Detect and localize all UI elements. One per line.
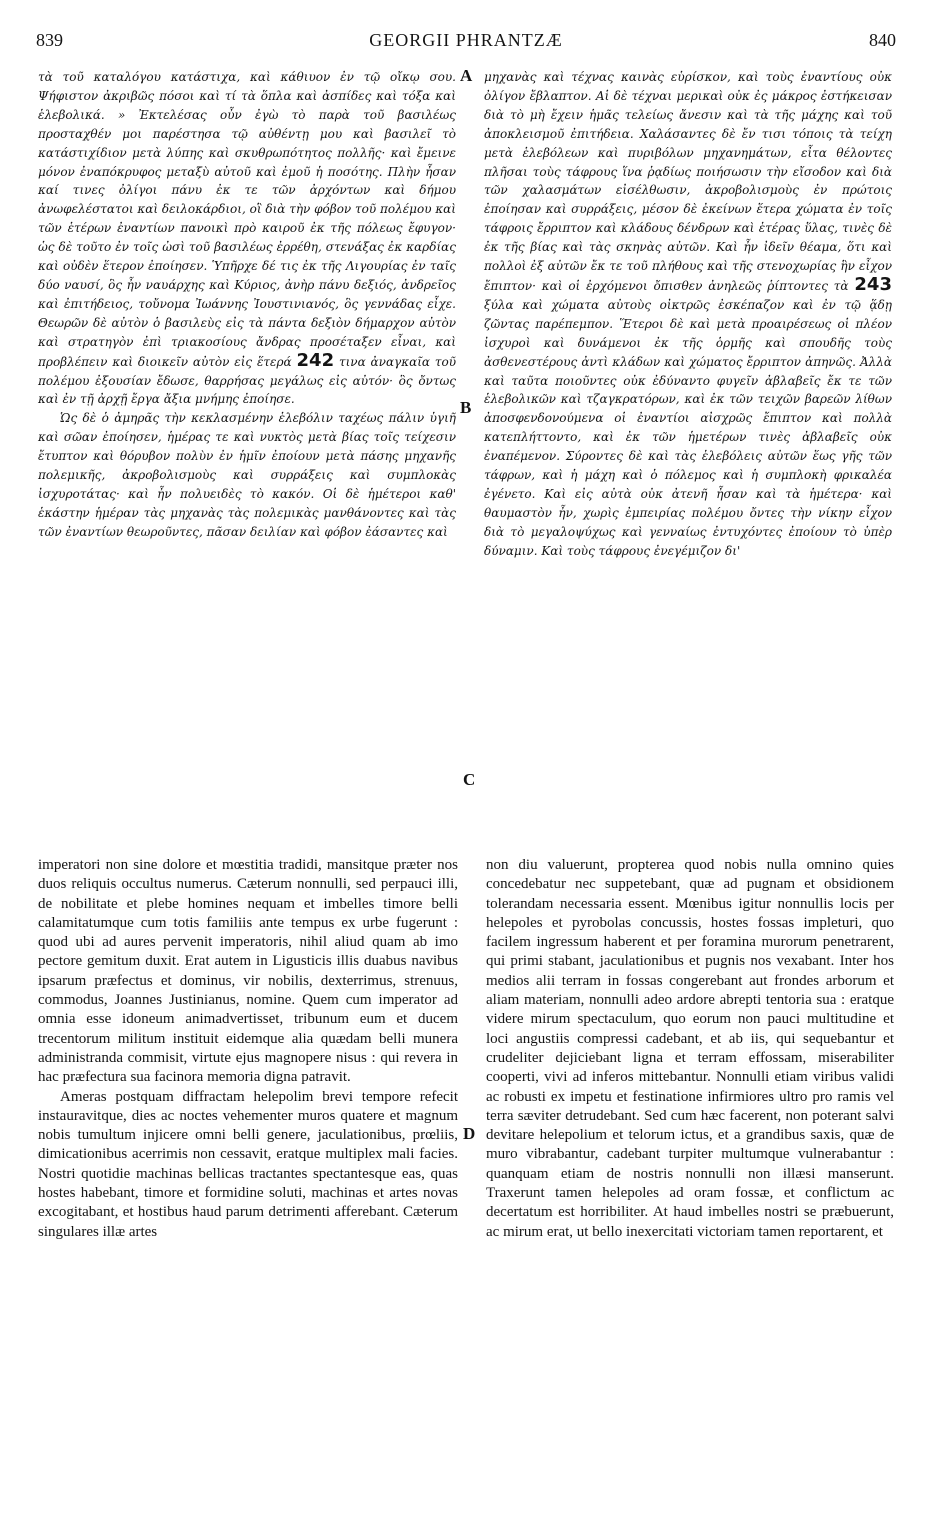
greek-left-paragraph-2: Ὡς δὲ ὁ ἀμηρᾶς τὴν κεκλασμένην ἑλεβόλιν ταχέως πάλιν ὑγιῆ καὶ σῶαν ἐποίησεν, ἡμέρας τε καὶ νυκτὸς μετὰ βίας τοῖς τείχεσιν ἔτυπτον καὶ θόρυβον πολὺν ἐν ἡμῖν ἐποίουν μετὰ πάσης μηχανῆς πολεμικῆς, ἀκροβολισμοὺς καὶ συρράξεις καὶ συμπλοκὰς ἰσχυροτάτας· καὶ ἦν πολυειδὲς τὸ κακόν. Οἱ δὲ ἡμέτεροι καθ' ἑκάστην ἡμέραν τὰς μηχανὰς τὰς πολεμικὰς μανθάνοντες καὶ τὰς τῶν ἐναντίων θεωροῦντες, πᾶσαν δειλίαν καὶ φόβον ἐάσαντες καὶ	[38, 411, 456, 539]
latin-left-paragraph-1: imperatori non sine dolore et mœstitia tradidi, mansitque præter nos duos reliquis occultus numerus. Cæterum nonnulli, sed perpauci illi, de nobilitate et plebe homines nequam et imbelles timore belli calamitatumque cum totis familiis ante tempus ex urbe fugerunt : quod ubi ad aures pervenit imperatoris, nihil aliud quam ab imo pectore gemitum duxit. Erat autem in Ligusticis illis duabus navibus ipsarum præfectus et dominus, vir nobilis, dexterrimus, strenuus, commodus, Joannes Justinianus, nomine. Quem cum imperator ad omnia esse idoneum animadvertisset, tribunum eum et ducem trecentorum militum instituit eidemque alia quædam belli munera administranda commisit, virtute ejus magnopere nisus : qui revera in hac præfectura sua facinora memoria digna patravit.	[38, 857, 458, 1086]
margin-letter-b: B	[460, 398, 472, 417]
greek-column-right	[484, 68, 892, 561]
page-number-left: 839	[36, 30, 63, 50]
greek-right-paragraph-1: μηχανὰς καὶ τέχνας καινὰς εὑρίσκον, καὶ τοὺς ἐναντίους οὐκ ὀλίγον ἔβλαπτον. Αἱ δὲ τέχναι μερικαὶ οὐκ ἐς μάκρος ἐστήκεισαν διὰ τὸ μὴ ἔχειν ἡμᾶς τελείως ἄνεσιν καὶ τὰ τῆς μάχης καὶ τοῦ ἀποκλεισμοῦ ἐπιτήδεια. Χαλάσαντες δὲ ἔν τισι τόποις τὰ τείχη μετὰ ἑλεβόλεων καὶ πυριβόλων μηχανημάτων, εἶτα θέλοντες πλῆσαι τοὺς τάφρους ἵνα ῥᾳδίως ποιήσωσιν τὴν εἴσοδον καὶ διὰ τῶν χαλασμάτων εἰσέλθωσιν, ἀκροβολισμοὺς ἐν πρώτοις ἐποίησαν καὶ συρράξεις, μέσον δὲ ἐκείνων ἕτερα χώματα ἐν τοῖς τάφροις ἔρριπτον καὶ κλάδους δένδρων καὶ ἑτέρας ὕλας, τινὲς δὲ ἐκ τῆς βίας καὶ τὰς σκηνὰς αὐτῶν. Καὶ ἦν ἰδεῖν θέαμα, ὅτι καὶ πολλοὶ ἐξ αὐτῶν ἔκ τε τοῦ πλήθους καὶ τῆς στενοχωρίας ἣν εἶχον ἔπιπτον· καὶ οἱ ἐρχόμενοι ὄπισθεν ἀνηλεῶς ῥίπτοντες τὰ	[484, 70, 892, 293]
running-header	[36, 30, 896, 60]
latin-left-paragraph-2: Ameras postquam diffractam helepolim brevi tempore refecit instauravitque, dies ac noctes vehementer muros quatere et magnum nobis tumultum injicere omni belli genere, jaculationibus, prœliis, dimicationibus acerrimis non cessavit, eratque multiplex mali facies. Nostri quotidie machinas bellicas tractantes spectantesque eas, quas hostes habebant, timore et formidine soluti, machinas et artes novas excogitabant, et hostibus haud parum detrimenti afferebant. Cæterum singulares illæ artes	[38, 1088, 458, 1240]
latin-column-left	[38, 856, 458, 1242]
running-title: GEORGII PHRANTZÆ	[369, 30, 563, 50]
margin-letter-d: D	[463, 1124, 476, 1143]
greek-right-paragraph-1-end: ξύλα καὶ χώματα αὐτοὺς οἰκτρῶς ἐσκέπαζον καὶ ἐν τῷ ᾅδῃ ζῶντας παρέπεμπον. Ἕτεροι δὲ καὶ μετὰ προαιρέσεως οἱ πλέον ἰσχυροὶ καὶ δυνάμενοι ἐκ τῆς ὁρμῆς καὶ σπουδῆς τοὺς ἀσθενεστέρους ἀντὶ κλάδων καὶ χώματος ἔρριπτον ἀπηνῶς. Ἀλλὰ καὶ ταῦτα ποιοῦντες οὐκ ἐδύναντο φυγεῖν ἀβλαβεῖς ἔκ τε τῶν ἑλεβολικῶν καὶ τζαγκρατόρων, καὶ ἐκ τῶν τειχῶν βαρεῶν λίθων ἀποσφενδονούμενα οἱ ἐναντίοι αἰσχρῶς ἔπιπτον καὶ πολλὰ κατεπλήττοντο, καὶ ἐκ τῶν ἡμετέρων τινὲς ἀβλαβεῖς οὐκ ἐναπέμενον. Σύροντες δὲ καὶ τὰς ἑλεβόλεις αὐτῶν ἕως γῆς τῶν τάφρων, καὶ ἡ μάχη καὶ ὁ πόλεμος καὶ ἡ συμπλοκὴ φρικαλέα ἐγένετο. Καὶ εἰς αὐτὰ οὐκ ἀτενῆ ἦσαν καὶ τὰ ἡμέτερα· καὶ θαυμαστὸν ἦν, χωρὶς ἐμπειρίας πολέμου ὄντες τὴν νίκην εἶχον διὰ τὸ μεγαλοψύχως καὶ γενναίως ἐντυχόντες ἐποίουν τὸ ὑπὲρ δύναμιν. Καὶ τοὺς τάφρους ἐνεγέμιζον δι'	[484, 297, 892, 558]
greek-left-paragraph-1: τὰ τοῦ καταλόγου κατάστιχα, καὶ κάθιυον ἐν τῷ οἴκῳ σου. Ψήφιστον ἀκριβῶς πόσοι καὶ τί τὰ ὅπλα καὶ ἀσπίδες καὶ τόξα καὶ ἑλεβολικά. » Ἐκτελέσας οὖν ἐγὼ τὸ παρὰ τοῦ βασιλέως προσταχθέν μοι παρέστησα τῷ αὐθέντῃ μου καὶ βασιλεῖ τὸ κατάστιχίδιον μετὰ λύπης καὶ σκυθρωπότητος πολλῆς· καὶ ἔμεινε μόνον ἐναπόκρυφος μεταξὺ αὐτοῦ καὶ ἐμοῦ ἡ ποσότης. Πλὴν ἦσαν καί τινες ὀλίγοι πάνυ ἐκ τε τῶν ἀρχόντων καὶ δήμου ἀνωφελέστατοι καὶ δειλοκάρδιοι, οἳ διὰ τὴν φόβον τοῦ πολέμου καὶ τῶν ἑτέρων ἐναντίων πανοικὶ πρὸ καιροῦ ἐκ τῆς πόλεως ἔφυγον· ὡς δὲ τοῦτο ἐν τοῖς ὠσὶ τοῦ βασιλέως ἐρρέθη, στενάξας ἐκ καρδίας καὶ οὐδὲν ἕτερον ἐποίησεν. Ὑπῆρχε δέ τις ἐκ τῆς Λιγουρίας ἐν ταῖς δύο ναυσί, ὃς ἦν ναυάρχης καὶ Κύριος, ἀνὴρ πάνυ δεξιός, ἀνδρεῖος καὶ ἐπιτήδειος, τοὔνομα Ἰωάννης Ἰουστινιανός, ὃς γεννάδας εἶχε. Θεωρῶν δὲ αὐτὸν ὁ βασιλεὺς εἰς τὰ πάντα δεξιὸν δήμαρχον αὐτὸν καὶ στρατηγὸν ἐπὶ τριακοσίους ἄνδρας προσέταξεν εἶναι, καὶ προβλέπειν καὶ διοικεῖν αὐτὸν εἰς ἕτερά	[38, 70, 456, 369]
latin-column-right	[486, 856, 894, 1242]
section-number-243: 243	[854, 273, 892, 295]
margin-letter-a: A	[460, 66, 473, 85]
section-number-242: 242	[296, 349, 335, 371]
page-number-right: 840	[869, 30, 896, 50]
margin-letter-c: C	[463, 770, 476, 789]
latin-right-paragraph-1: non diu valuerunt, propterea quod nobis nulla omnino quies concedebatur nec suppetebant, quæ ad pugnam et obsidionem tolerandam necessaria essent. Mœnibus igitur nonnullis locis per helepoles et pyrobolas concussis, hostes fossas impleturi, quo facilem ingressum haberent et per foramina murorum penetrarent, qui primi stabant, jaculationibus et pugnis nos vexabant. Inter hos medios alii terram in fossas congerebant aut frondes arborum et aliam materiam, nonnulli adeo ardore abrepti tentoria sua : eratque videre mirum spectaculum, quo eorum non pauci multitudine et loci angustiis compressi cadebant, et ab iis, qui sequebantur et crudeliter dejiciebant ligna et terram effossam, miserabiliter cooperti, vivi ad inferos mittebantur. Nonnulli etiam viribus validi ac robusti ex impetu et festinatione infirmiores ultro pro ramis vel terra sæviter detrudebant. Sed cum hæc facerent, non poterant salvi devitare helepolium et telorum ictus, et a grandibus saxis, quæ de muro vibrabantur, cadebant turpiter multumque vulnerabantur : quanquam etiam de nostris nonnulli non illæsi manserunt. Traxerunt tamen helepoles ad oram fossæ, et conflictum ac decertatum est horribiliter. At haud imbelles nostri se præbuerunt, ac mirum erat, ut bello inexercitati victoriam tamen reportarent, et	[486, 857, 894, 1240]
greek-left-paragraph-1-end: τινα ἀναγκαῖα τοῦ πολέμου ἐξουσίαν ἔδωσε, θαρρήσας μεγάλως εἰς αὐτόν· ὃς ὄντως καὶ ἐν τῇ ἀρχῇ ἔργα ἄξια μνήμης ἐποίησε.	[38, 354, 456, 407]
greek-column-left	[38, 68, 456, 542]
